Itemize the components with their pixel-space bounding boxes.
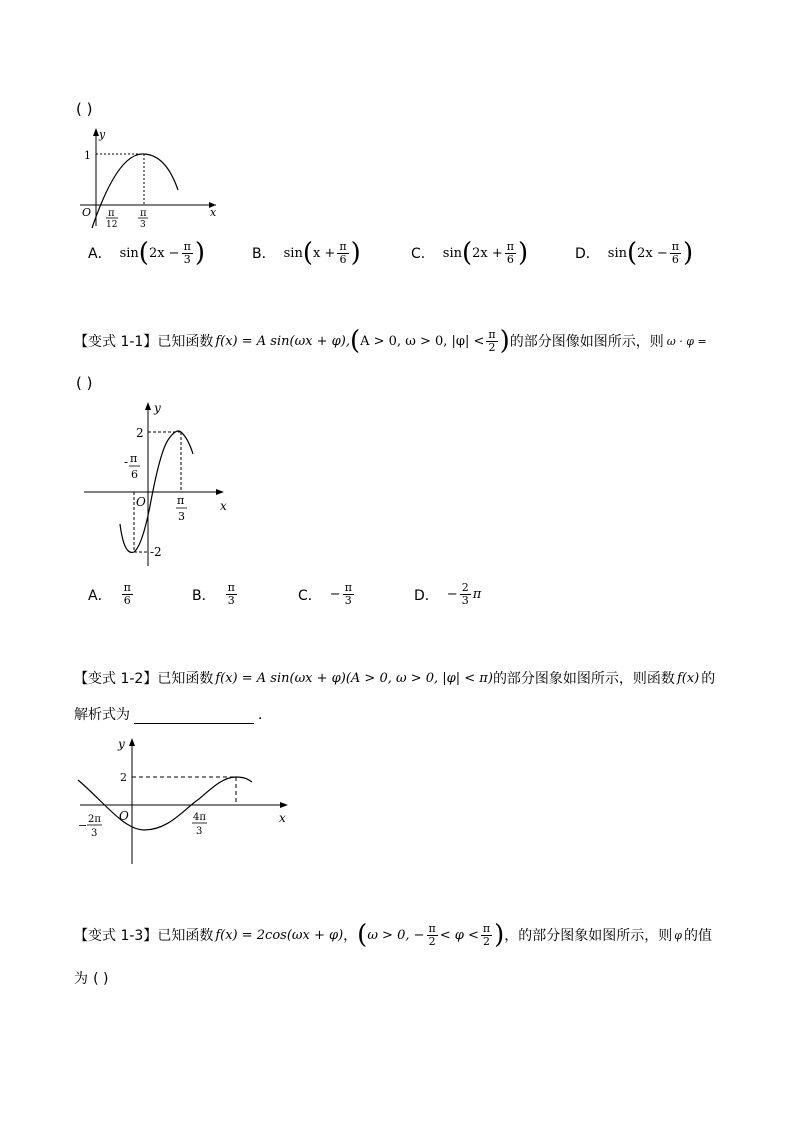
y-axis-arrow <box>145 402 151 410</box>
x-neg-sign: − <box>78 819 88 832</box>
origin-label: O <box>136 495 146 509</box>
x-axis-label: x <box>220 499 227 513</box>
omega-phi-expr: ω · φ = <box>666 334 707 348</box>
sine-curve <box>92 154 178 228</box>
option-d-q0[interactable]: D． sin ( 2x − $\frac{\pi}{6}$ ) <box>575 238 694 268</box>
x-pos-den: 3 <box>178 510 185 523</box>
x-tick-pi3-num: π <box>140 208 147 219</box>
x-tick-pi3-den: 3 <box>140 220 146 230</box>
x-neg-sign: - <box>124 455 129 469</box>
question-1-3: 【变式 1-3】 已知函数 f(x) = 2cos(ωx + φ) ， ( ω > 0, − $\frac{\pi}{2}$ < φ < $\frac{\pi}{2}$ ) ，的部分图象如图所示，则 φ 的值 <box>74 920 712 950</box>
y-tick-1: 1 <box>84 149 91 162</box>
question-tag: 【变式 1-2】 <box>74 671 158 687</box>
answer-paren-q1: ( ) <box>76 374 93 392</box>
option-a-q1[interactable]: A． $\frac{\pi}{6}$ <box>88 581 131 607</box>
x-neg-num: 2π <box>88 814 101 825</box>
formula: f(x) = 2cos(ωx + φ) <box>215 927 344 943</box>
question-1-3-line2: 为 ( ) <box>74 971 109 987</box>
y-axis-arrow <box>129 738 135 746</box>
option-a-q0[interactable]: A． sin ( 2x − $\frac{\pi}{3}$ ) <box>88 238 205 268</box>
x-axis-arrow <box>280 802 288 808</box>
graph-q1 <box>78 396 238 574</box>
y-axis-label: y <box>118 737 125 751</box>
y-axis-label: y <box>154 401 161 415</box>
x-pos-num: π <box>177 494 185 507</box>
sine-curve <box>78 777 252 830</box>
question-tag: 【变式 1-3】 <box>74 928 158 944</box>
y-tick-2: 2 <box>136 426 144 440</box>
formula: f(x) = A sin(ωx + φ) <box>215 670 346 686</box>
x-pos-den: 3 <box>196 826 203 837</box>
answer-blank[interactable] <box>134 709 254 724</box>
origin-label: O <box>119 809 129 823</box>
graph-q0 <box>70 124 230 234</box>
x-axis-label: x <box>279 811 286 825</box>
x-pos-num: 4π <box>193 812 206 823</box>
option-b-q0[interactable]: B． sin ( x + $\frac{\pi}{6}$ ) <box>252 238 361 268</box>
answer-paren-q3: ( ) <box>93 971 109 987</box>
condition: (A > 0, ω > 0, |φ| < π) <box>345 670 493 686</box>
question-1-2-line2: 解析式为 ． <box>74 707 272 723</box>
x-neg-den: 3 <box>91 828 98 839</box>
question-tag: 【变式 1-1】 <box>74 334 158 350</box>
origin-label: O <box>82 206 92 219</box>
x-tick-pi12-den: 12 <box>106 220 118 230</box>
graph-q2 <box>74 734 294 868</box>
y-tick-2: 2 <box>120 771 127 784</box>
question-1-1: 【变式 1-1】 已知函数 f(x) = A sin(ωx + φ), ( A > 0, ω > 0, |φ| < $\frac{\pi}{2}$ ) 的部分图像如图所示，则 ω · φ = <box>74 326 707 356</box>
question-1-2: 【变式 1-2】 已知函数 f(x) = A sin(ωx + φ) (A > 0, ω > 0, |φ| < π) 的部分图象如图所示，则函数 f(x) 的 <box>74 668 715 688</box>
option-b-q1[interactable]: B． $\frac{\pi}{3}$ <box>192 581 235 607</box>
x-neg-den: 6 <box>131 468 138 481</box>
formula: f(x) = A sin(ωx + φ), <box>215 333 350 349</box>
x-neg-num: π <box>130 452 138 465</box>
x-axis-arrow <box>216 489 224 495</box>
x-axis-label: x <box>210 206 217 219</box>
answer-paren-q0: ( ) <box>76 100 93 118</box>
y-tick-neg2: -2 <box>150 545 162 559</box>
option-d-q1[interactable]: D． − $\frac{2}{3}$ π <box>414 581 482 607</box>
option-c-q1[interactable]: C． − $\frac{\pi}{3}$ <box>298 581 352 607</box>
option-c-q0[interactable]: C． sin ( 2x + $\frac{\pi}{6}$ ) <box>411 238 529 268</box>
y-axis-label: y <box>99 128 106 141</box>
x-tick-pi12-num: π <box>108 208 115 219</box>
